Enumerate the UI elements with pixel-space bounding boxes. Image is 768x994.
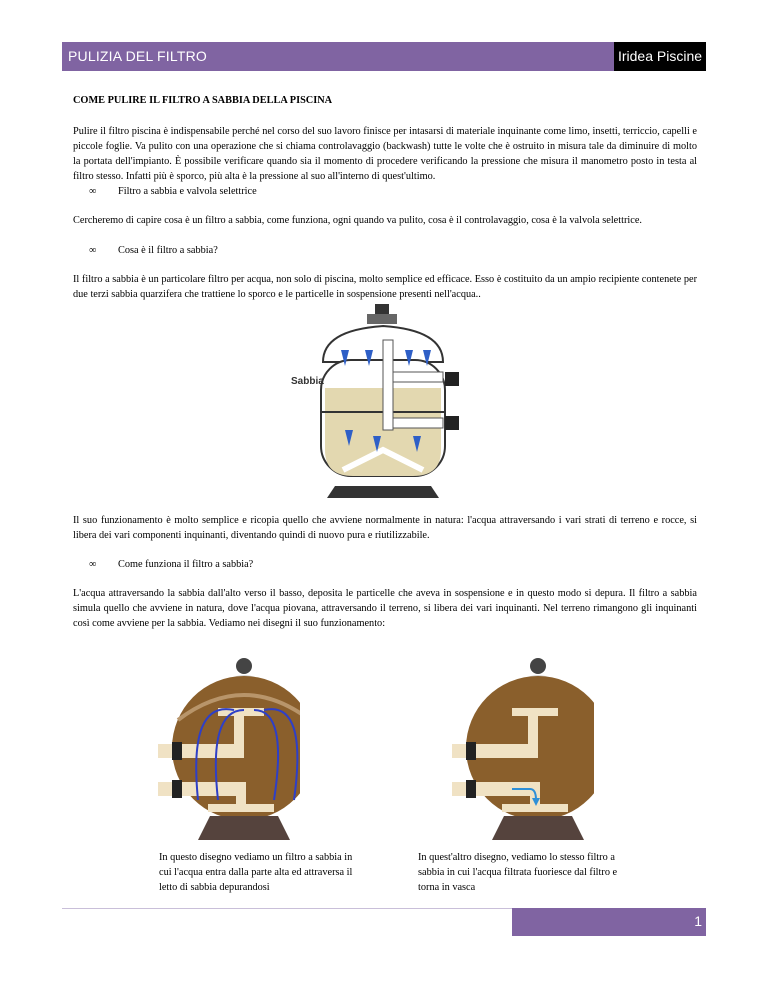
paragraph-funzionamento: Il suo funzionamento è molto semplice e ricopia quello che avviene normalmente in natura: l'acqua attraversando i vari strati di terreno e rocce, si libera dei vari componenti inquinanti, diventando quindi di nuovo pura e riutilizzabile. [73, 515, 697, 541]
paragraph-depurazione: L'acqua attraversando la sabbia dall'alto verso il basso, deposita le particelle che aveva in sospensione e in questo modo si depura. Il filtro a sabbia simula quello che avviene in natura, dove l'acqua piovana, attraversando il terreno, si libera dei vari inquinanti. Nel terreno rimangono gli inquinanti così come avviene per la sabbia. Vediamo nei disegni il suo funzionamento: [73, 588, 697, 629]
paragraph-intro: Pulire il filtro piscina è indispensabile perché nel corso del suo lavoro finisce per intasarsi di materiale inquinante come limo, insetti, terriccio, capelli e piccole foglie. Va pulito con una operazione che si chiama controlavaggio (backwash) tutte le volte che è ostruito in misura tale da diminuire di molto la portata dell'impianto. È possibile verificare quando sia il momento di procedere verificando la pressione che misura il manometro posto in testa al filtro stesso. Infatti più è sporco, più alta è la pressione al suo all'interno di quest'ultimo. [73, 126, 697, 182]
footer-page-box [512, 908, 706, 936]
figure-sand-label: Sabbia [291, 376, 324, 387]
paragraph-definizione: Il filtro a sabbia è un particolare filtro per acqua, non solo di piscina, molto semplice ed efficace. Esso è costituito da un ampio recipiente contenete per due terzi sabbia quarzifera che trattiene lo sporco e le particelle in sospensione presenti nell'acqua.. [73, 274, 697, 300]
bullet-mark: ∞ [89, 245, 97, 256]
header-section-title: PULIZIA DEL FILTRO [62, 42, 614, 71]
caption-inflow: In questo disegno vediamo un filtro a sabbia in cui l'acqua entra dalla parte alta ed attraversa il letto di sabbia depurandosi [159, 852, 353, 893]
caption-outflow: In quest'altro disegno, vediamo lo stesso filtro a sabbia in cui l'acqua filtrata fuoriesce dal filtro e torna in vasca [418, 852, 618, 893]
bullet-cosa-filtro: ∞ Cosa è il filtro a sabbia? [89, 245, 218, 256]
document-title: COME PULIRE IL FILTRO A SABBIA DELLA PISCINA [73, 95, 333, 106]
header-brand: Iridea Piscine [614, 42, 706, 71]
bullet-filtro-valvola: ∞ Filtro a sabbia e valvola selettrice [89, 186, 257, 197]
sand-filter-cross-section-figure [283, 300, 483, 500]
filter-inflow-figure [158, 650, 300, 840]
bullet-mark: ∞ [89, 186, 97, 197]
filter-outflow-figure [452, 650, 594, 840]
page-header [62, 42, 706, 71]
page-number: 1 [694, 913, 702, 929]
bullet-mark: ∞ [89, 559, 97, 570]
paragraph-cercheremo: Cercheremo di capire cosa è un filtro a sabbia, come funziona, ogni quando va pulito, cosa è il controlavaggio, cosa è la valvola selettrice. [73, 215, 642, 226]
bullet-come-funziona: ∞ Come funziona il filtro a sabbia? [89, 559, 254, 570]
